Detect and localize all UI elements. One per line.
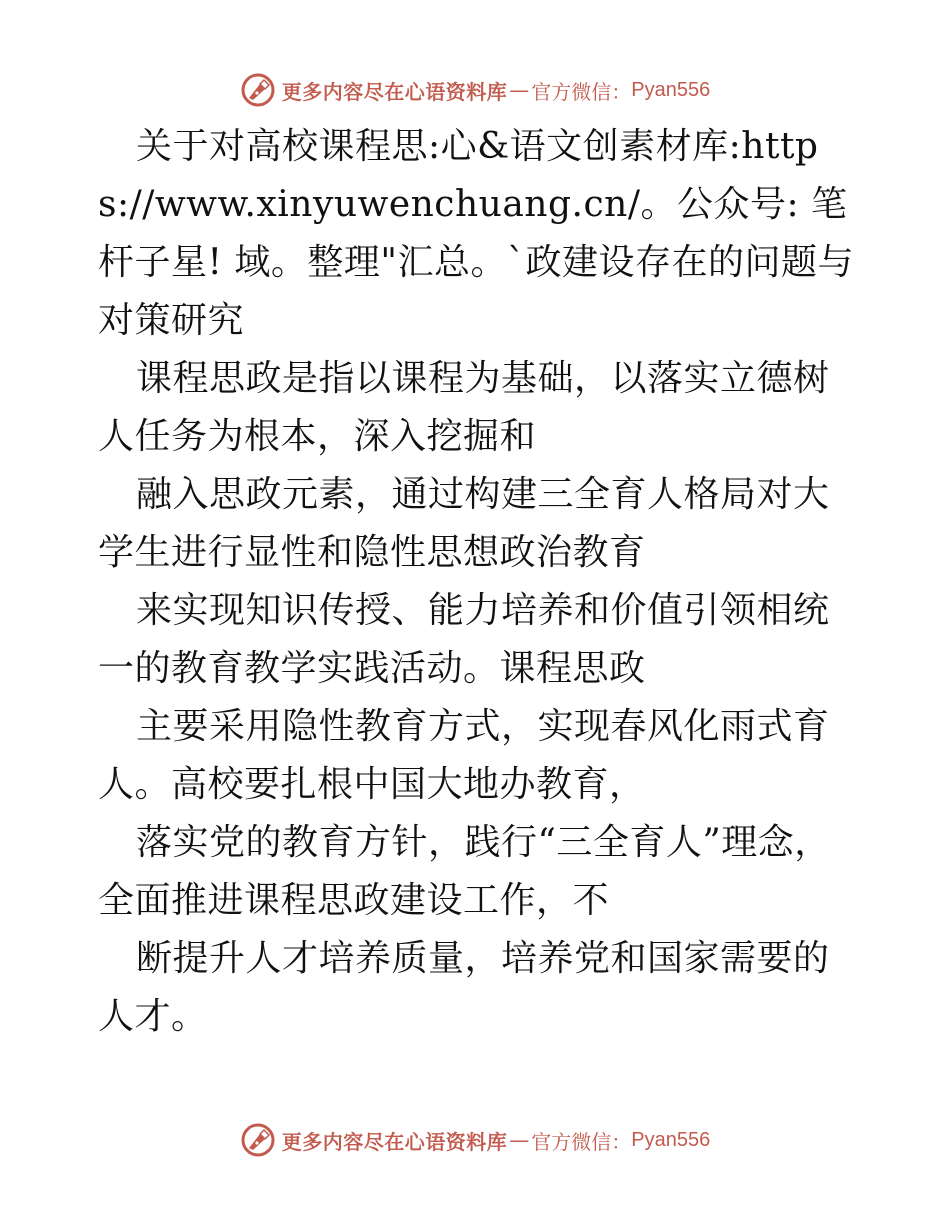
paragraph-6: 落实党的教育方针，践行“三全育人”理念，全面推进课程思政建设工作，不 bbox=[98, 822, 831, 921]
pen-nib-logo-icon bbox=[240, 1122, 276, 1158]
document-body bbox=[98, 118, 858, 1046]
paragraph-1: 关于对高校课程思:心&语文创素材库:https://www.xinyuwenchuang.cn/。公众号: 笔杆子星! 域。整理"汇总。`政建设存在的问题与对策研究 bbox=[98, 126, 854, 341]
paragraph-7: 断提升人才培养质量，培养党和国家需要的人才。 bbox=[98, 938, 830, 1037]
paragraph-4: 来实现知识传授、能力培养和价值引领相统一的教育教学实践活动。课程思政 bbox=[98, 590, 830, 689]
pen-nib-logo-icon bbox=[240, 72, 276, 108]
banner-dash: — bbox=[509, 78, 530, 102]
banner-site-text: 更多内容尽在心语资料库 bbox=[281, 79, 508, 104]
footer-watermark-banner bbox=[0, 1120, 950, 1160]
header-watermark-banner bbox=[0, 70, 950, 110]
banner-wechat-id: Pyan556 bbox=[631, 1128, 711, 1151]
banner-wechat-label: 官方微信： bbox=[531, 79, 632, 104]
paragraph-5: 主要采用隐性教育方式，实现春风化雨式育人。高校要扎根中国大地办教育， bbox=[98, 706, 830, 805]
banner-wechat-id: Pyan556 bbox=[631, 78, 711, 101]
banner-wechat-label: 官方微信： bbox=[531, 1129, 632, 1154]
banner-dash: — bbox=[509, 1128, 530, 1152]
paragraph-3: 融入思政元素，通过构建三全育人格局对大学生进行显性和隐性思想政治教育 bbox=[98, 474, 830, 573]
paragraph-2: 课程思政是指以课程为基础，以落实立德树人任务为根本，深入挖掘和 bbox=[98, 358, 830, 457]
banner-site-text: 更多内容尽在心语资料库 bbox=[281, 1129, 508, 1154]
